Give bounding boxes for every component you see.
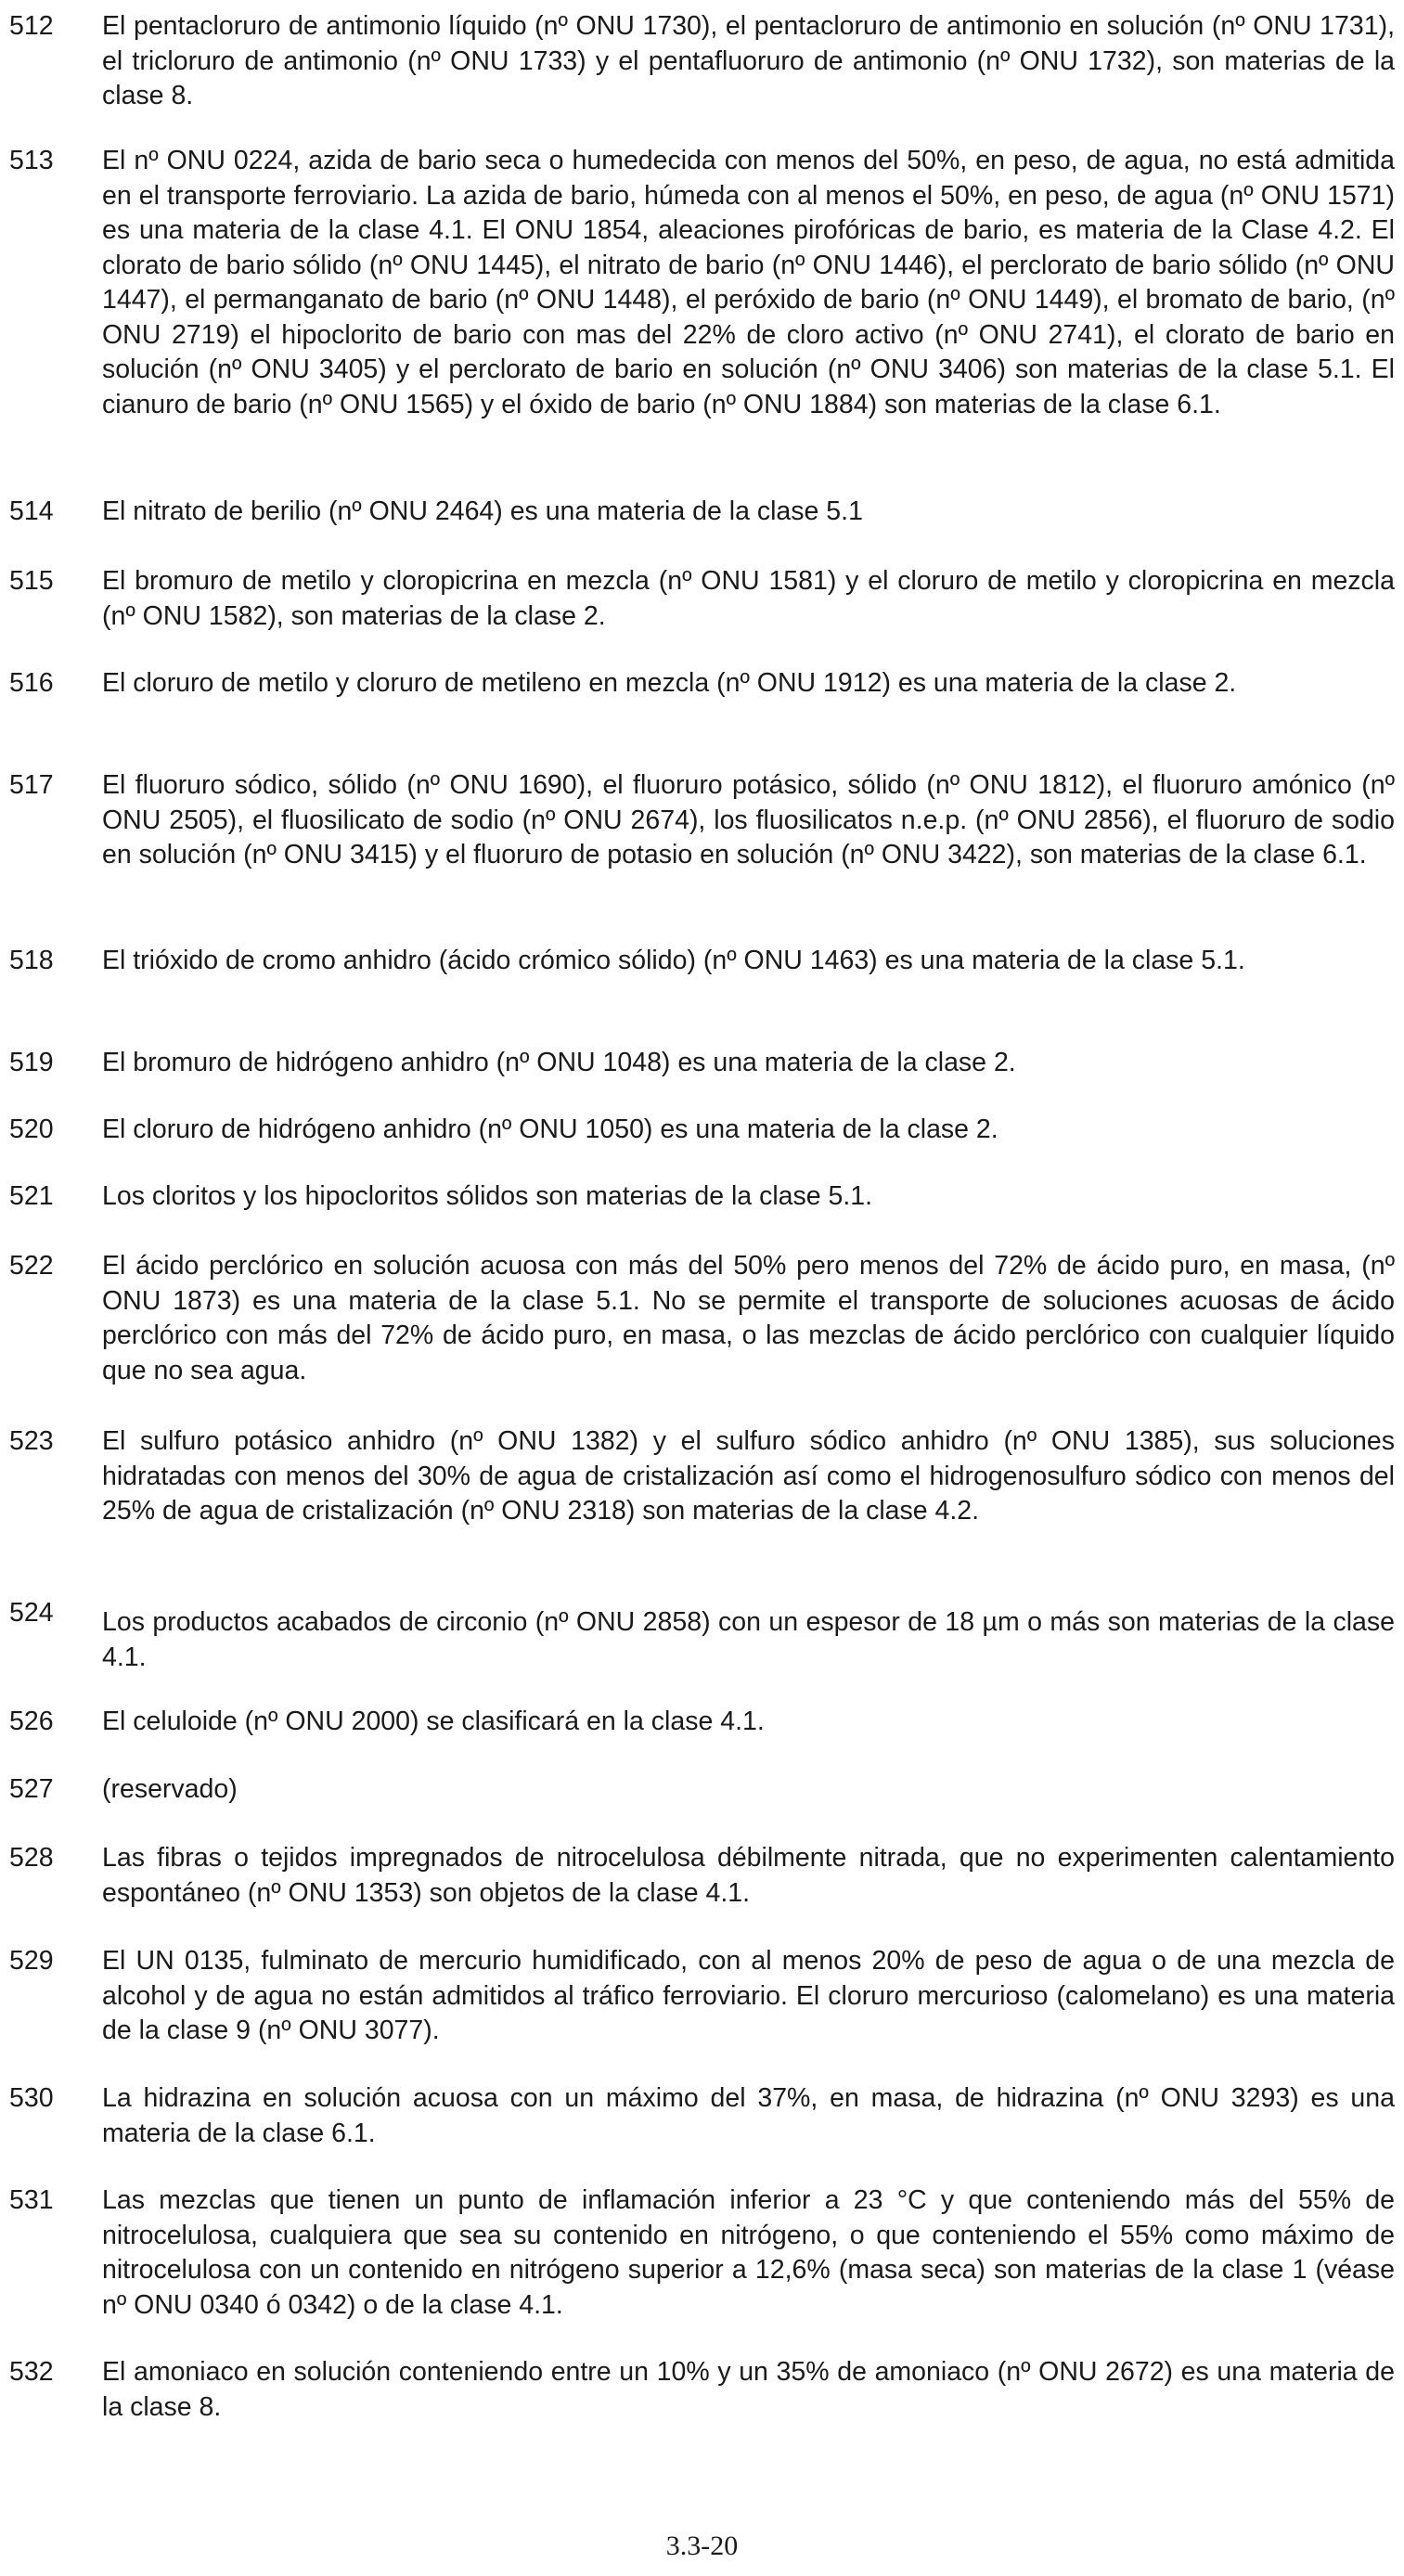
- provision-text: Los cloritos y los hipocloritos sólidos son materias de la clase 5.1.: [102, 1181, 873, 1211]
- provision-number: 531: [9, 2185, 54, 2215]
- page-number: 3.3-20: [665, 2531, 739, 2561]
- provision-text: (reservado): [102, 1774, 238, 1804]
- provision-text: El fluoruro sódico, sólido (nº ONU 1690), el fluoruro potásico, sólido (nº ONU 1812), el fluoruro amónico (nº ONU 2505), el fluosilicato de sodio (nº ONU 2674), los fluosilicatos n.e.p. (nº ONU 2856), el fluoruro de sodio en solución (nº ONU 3415) y el fluoruro de potasio en solución (nº ONU 3422), son materias de la clase 6.1.: [102, 770, 1395, 869]
- provision-number: 520: [9, 1114, 54, 1144]
- provision-text: El UN 0135, fulminato de mercurio humidificado, con al menos 20% de peso de agua o de una mezcla de alcohol y de agua no están admitidos al tráfico ferroviario. El cloruro mercurioso (calomelano) es una materia de la clase 9 (nº ONU 3077).: [102, 1946, 1395, 2045]
- provision-number: 513: [9, 146, 54, 175]
- provision-text: El pentacloruro de antimonio líquido (nº ONU 1730), el pentacloruro de antimonio en solución (nº ONU 1731), el tricloruro de antimonio (nº ONU 1733) y el pentafluoruro de antimonio (nº ONU 1732), son materias de la clase 8.: [102, 11, 1395, 110]
- provision-number: 527: [9, 1774, 54, 1804]
- provision-text: Las mezclas que tienen un punto de inflamación inferior a 23 °C y que conteniendo más del 55% de nitrocelulosa, cualquiera que sea su contenido en nitrógeno, o que conteniendo el 55% como máximo de nitrocelulosa con un contenido en nitrógeno superior a 12,6% (masa seca) son materias de la clase 1 (véase nº ONU 0340 ó 0342) o de la clase 4.1.: [102, 2185, 1395, 2320]
- provision-text: El bromuro de metilo y cloropicrina en mezcla (nº ONU 1581) y el cloruro de metilo y cloropicrina en mezcla (nº ONU 1582), son materias de la clase 2.: [102, 566, 1395, 631]
- provision-number: 532: [9, 2357, 54, 2387]
- provision-number: 530: [9, 2083, 54, 2113]
- provision-number: 515: [9, 566, 54, 596]
- provision-number: 519: [9, 1048, 54, 1077]
- provision-number: 512: [9, 11, 54, 41]
- provision-number: 529: [9, 1946, 54, 1976]
- provision-text: El nitrato de berilio (nº ONU 2464) es una materia de la clase 5.1: [102, 496, 863, 526]
- provision-text: El sulfuro potásico anhidro (nº ONU 1382) y el sulfuro sódico anhidro (nº ONU 1385), sus soluciones hidratadas con menos del 30% de agua de cristalización así como el hidrogenosulfuro sódico con menos del 25% de agua de cristalización (nº ONU 2318) son materias de la clase 4.2.: [102, 1426, 1395, 1526]
- provision-text: El bromuro de hidrógeno anhidro (nº ONU 1048) es una materia de la clase 2.: [102, 1048, 1016, 1077]
- provision-text: El trióxido de cromo anhidro (ácido crómico sólido) (nº ONU 1463) es una materia de la clase 5.1.: [102, 946, 1245, 975]
- provision-text: El cloruro de hidrógeno anhidro (nº ONU 1050) es una materia de la clase 2.: [102, 1114, 998, 1144]
- provision-number: 521: [9, 1181, 54, 1211]
- provision-text: La hidrazina en solución acuosa con un máximo del 37%, en masa, de hidrazina (nº ONU 3293) es una materia de la clase 6.1.: [102, 2083, 1395, 2148]
- provision-text: El ácido perclórico en solución acuosa con más del 50% pero menos del 72% de ácido puro, en masa, (nº ONU 1873) es una materia de la clase 5.1. No se permite el transporte de soluciones acuosas de ácido perclórico con más del 72% de ácido puro, en masa, o las mezclas de ácido perclórico con cualquier líquido que no sea agua.: [102, 1251, 1395, 1385]
- provision-text: El nº ONU 0224, azida de bario seca o humedecida con menos del 50%, en peso, de agua, no está admitida en el transporte ferroviario. La azida de bario, húmeda con al menos el 50%, en peso, de agua (nº ONU 1571) es una materia de la clase 4.1. El ONU 1854, aleaciones pirofóricas de bario, es materia de la Clase 4.2. El clorato de bario sólido (nº ONU 1445), el nitrato de bario (nº ONU 1446), el perclorato de bario sólido (nº ONU 1447), el permanganato de bario (nº ONU 1448), el peróxido de bario (nº ONU 1449), el bromato de bario, (nº ONU 2719) el hipoclorito de bario con mas del 22% de cloro activo (nº ONU 2741), el clorato de bario en solución (nº ONU 3405) y el perclorato de bario en solución (nº ONU 3406) son materias de la clase 5.1. El cianuro de bario (nº ONU 1565) y el óxido de bario (nº ONU 1884) son materias de la clase 6.1.: [102, 146, 1395, 419]
- provision-number: 528: [9, 1843, 54, 1873]
- provision-text: El amoniaco en solución conteniendo entre un 10% y un 35% de amoniaco (nº ONU 2672) es una materia de la clase 8.: [102, 2357, 1395, 2422]
- provision-number: 517: [9, 770, 54, 800]
- provision-number: 522: [9, 1251, 54, 1281]
- provision-text: Las fibras o tejidos impregnados de nitrocelulosa débilmente nitrada, que no experimenten calentamiento espontáneo (nº ONU 1353) son objetos de la clase 4.1.: [102, 1843, 1395, 1908]
- provision-number: 514: [9, 496, 54, 526]
- provision-number: 526: [9, 1707, 54, 1736]
- provision-number: 524: [9, 1598, 54, 1628]
- provision-text: Los productos acabados de circonio (nº ONU 2858) con un espesor de 18 µm o más son materias de la clase 4.1.: [102, 1607, 1395, 1672]
- provision-number: 516: [9, 668, 54, 698]
- provision-text: El cloruro de metilo y cloruro de metileno en mezcla (nº ONU 1912) es una materia de la clase 2.: [102, 668, 1237, 698]
- provision-text: El celuloide (nº ONU 2000) se clasificará en la clase 4.1.: [102, 1707, 765, 1736]
- provision-number: 523: [9, 1426, 54, 1456]
- provision-number: 518: [9, 946, 54, 975]
